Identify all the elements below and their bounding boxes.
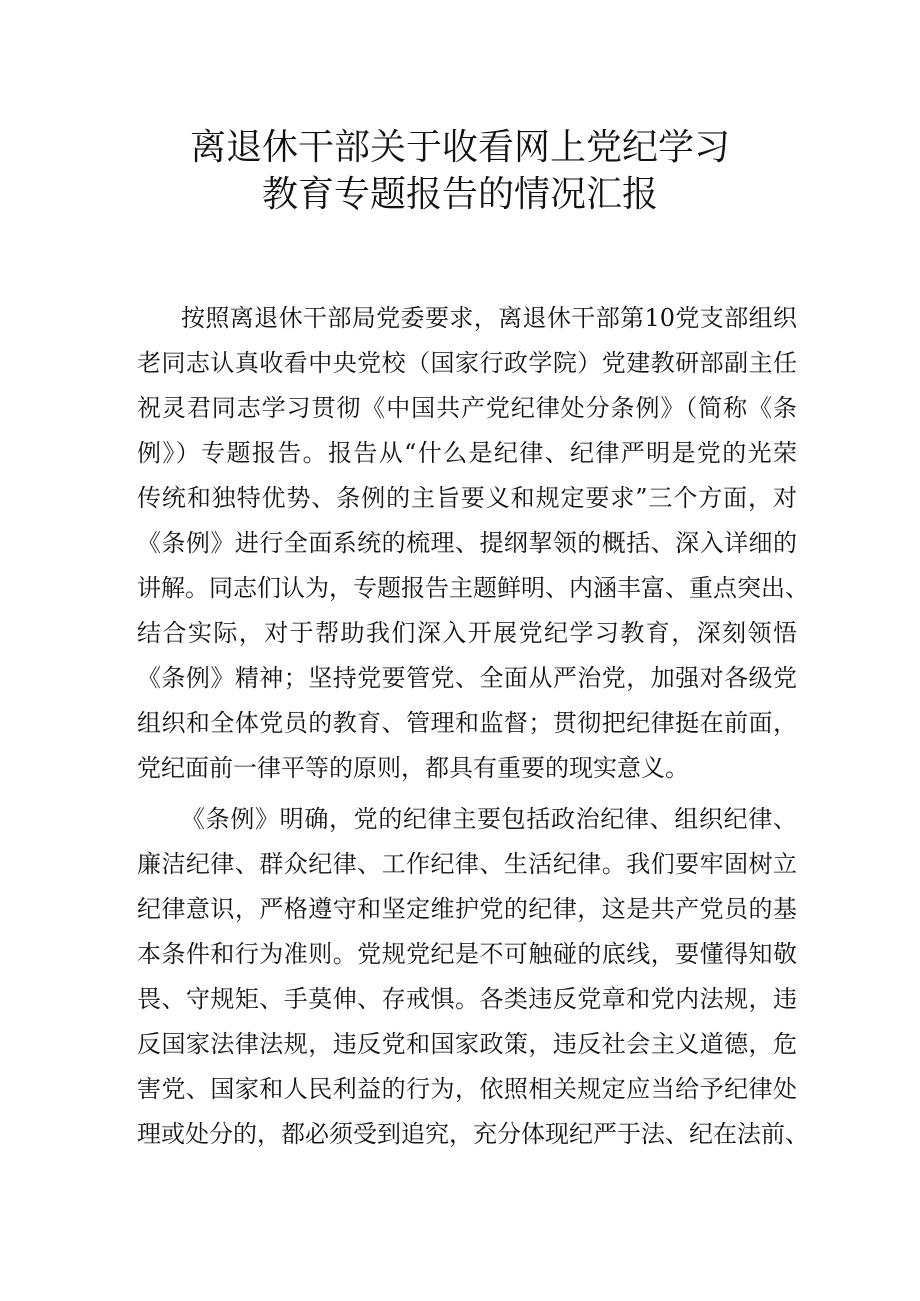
document-title-line-2: 教育专题报告的情况汇报	[261, 174, 658, 215]
paragraph-line: 纪律意识，严格遵守和坚定维护党的纪律，这是共产党员的基	[137, 895, 797, 923]
paragraph-line: 害党、国家和人民利益的行为，依照相关规定应当给予纪律处	[137, 1075, 797, 1103]
paragraph-line: 组织和全体党员的教育、管理和监督；贯彻把纪律挺在前面，	[137, 709, 797, 737]
paragraph-line: 讲解。同志们认为，专题报告主题鲜明、内涵丰富、重点突出、	[137, 574, 809, 602]
paragraph-line: 本条件和行为准则。党规党纪是不可触碰的底线，要懂得知敬	[137, 940, 797, 968]
paragraph-line: 祝灵君同志学习贯彻《中国共产党纪律处分条例》（简称《条	[137, 394, 797, 422]
paragraph-line: 例》）专题报告。报告从“什么是纪律、纪律严明是党的光荣	[137, 439, 797, 467]
paragraph-line: 老同志认真收看中央党校（国家行政学院）党建教研部副主任	[137, 349, 797, 377]
paragraph-line: 按照离退休干部局党委要求，离退休干部第10党支部组织	[181, 304, 797, 332]
paragraph-1	[137, 296, 809, 791]
paragraph-line: 结合实际，对于帮助我们深入开展党纪学习教育，深刻领悟	[137, 619, 797, 647]
paragraph-line: 《条例》精神；坚持党要管党、全面从严治党，加强对各级党	[137, 664, 797, 692]
paragraph-2	[137, 797, 809, 1157]
paragraph-line: 传统和独特优势、条例的主旨要义和规定要求”三个方面，对	[137, 484, 797, 512]
paragraph-line: 畏、守规矩、手莫伸、存戒惧。各类违反党章和党内法规，违	[137, 985, 797, 1013]
paragraph-line: 《条例》进行全面系统的梳理、提纲挈领的概括、深入详细的	[137, 529, 797, 557]
paragraph-line: 廉洁纪律、群众纪律、工作纪律、生活纪律。我们要牢固树立	[137, 850, 797, 878]
paragraph-line: 反国家法律法规，违反党和国家政策，违反社会主义道德，危	[137, 1030, 797, 1058]
paragraph-line: 党纪面前一律平等的原则，都具有重要的现实意义。	[137, 754, 689, 782]
document-title-line-1: 离退休干部关于收看网上党纪学习	[189, 127, 730, 168]
paragraph-line: 理或处分的，都必须受到追究，充分体现纪严于法、纪在法前、	[137, 1120, 809, 1148]
paragraph-line: 《条例》明确，党的纪律主要包括政治纪律、组织纪律、	[181, 805, 797, 833]
